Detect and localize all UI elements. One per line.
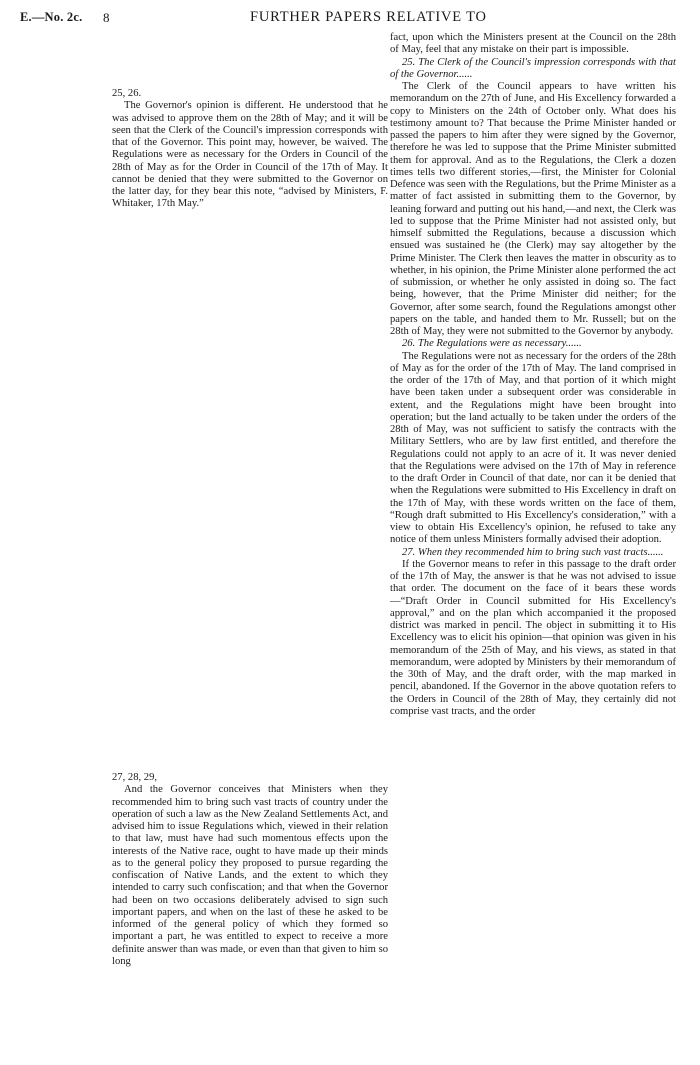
paragraph: The Clerk of the Council appears to have written his memorandum on the 27th of June, and His Excellency forwarded a copy to Ministers on the 24th of October only. What does his testimony amount to? That because the Prime Minister handed or passed the papers to him after they were signed by the Governor, therefore he was led to suppose that the Prime Minister submitted them for approval. And as to the Regulations, the Clerk a dozen times tells two different stories,—first, the Minister for Colonial Defence was seen with the Regulations, but the Prime Minister as a matter of fact assisted in submitting them to the Governor, by leaning forward and putting out his hand,—and next, the Clerk was led to suppose that the Prime Minister had not assisted only, but himself submitted the Regulations, because a discussion which ensued was sustained he (the Clerk) may say altogether by the Prime Minister. The Clerk then leaves the matter in obscurity as to whether, in his opinion, the Prime Minister alone performed the act of submission, or whether he only assisted in doing so. The fact being, however, that the Prime Minister did neither; for the Governor, after some search, found the Regulations amongst other papers on the table, and handed them to Mr. Russell; but on the 28th of May, they were not submitted to the Governor by anybody.	[390, 81, 676, 337]
page-number: 8	[103, 10, 110, 25]
running-title: FURTHER PAPERS RELATIVE TO	[250, 9, 487, 25]
right-column	[390, 32, 676, 718]
paragraph: The Regulations were not as necessary for the orders of the 28th of May as for the order of the 17th of May. The land comprised in the order of the 17th of May, and that portion of it which might have been taken under a subsequent order was considerable in extent, and the Regulations might have been brought into operation; but the land actually to be taken under the orders of the 28th of May, was not sufficient to satisfy the contracts with the Military Settlers, who are by law first entitled, and therefore the Regulations could not apply to an acre of it. It was never denied that the Regulations were advised on the 17th of May in reference to the draft Order in Council of that date, nor can it be denied that when the Regulations were submitted to His Excellency in draft on the 17th of May, with these words written on the face of them, “Rough draft submitted to His Excellency's consideration,” with a view to obtain His Excellency's opinion, he refused to take any notice of them unless Ministers formally advised their adoption.	[390, 350, 676, 546]
paragraph-number: 27, 28, 29,	[112, 772, 158, 783]
paragraph: And the Governor conceives that Ministers when they recommended him to bring such vast tracts of country under the operation of such a law as the New Zealand Settlements Act, and advised him to issue Regulations which, viewed in their relation to that law, must have had such momentous effects upon the interests of the Native race, ought to have made up their minds as to the general policy they proposed to pursue regarding the confiscation of Native Lands, and the extent to which they intended to carry such confiscation; and that when the Governor had been on two occasions deliberately advised to sign such important papers, and when on the last of these he asked to be informed of the general policy of which they formed so important a part, he was entitled to expect to receive a more definite answer than was made, or even than that given to him so long	[112, 784, 388, 967]
left-column-block-25-26	[112, 88, 388, 211]
paragraph: The Governor's opinion is different. He understood that he was advised to approve them on the 28th of May; and it will be seen that the Clerk of the Council's impression corresponds with that of the Governor. This point may, however, be waived. The Regulations were as necessary for the Orders in Council of the 28th of May as for the Order in Council of the 17th of May. It cannot be denied that they were submitted to the Governor on the latter day, for they bear this note, “advised by Ministers, F. Whitaker, 17th May.”	[112, 100, 388, 210]
paragraph: If the Governor means to refer in this passage to the draft order of the 17th of May, the answer is that he was not advised to issue that order. The document on the face of it bears these words —“Draft Order in Council submitted for His Excellency's approval,” and on the plan which accompanied it the proposed district was marked in pencil. The object in submitting it to His Excellency was to elicit his opinion—that opinion was given in his memorandum of the 25th of May, and his views, as stated in that memorandum, were adopted by Ministers by their memorandum of the 30th of May, and the draft order, with the map marked in pencil, abandoned. If the Governor in the above quotation refers to the Orders in Council of the 28th of May, they certainly did not comprise vast tracts, and the order	[390, 558, 676, 717]
paragraph-continued: fact, upon which the Ministers present at the Council on the 28th of May, feel that any mistake on their part is impossible.	[390, 32, 676, 56]
document-reference: E.—No. 2c.	[20, 10, 83, 24]
left-column-block-27-28-29	[112, 772, 388, 968]
page-header	[0, 6, 700, 28]
quoted-heading-27: 27. When they recommended him to bring such vast tracts......	[402, 546, 664, 558]
quoted-heading-25: 25. The Clerk of the Council's impression corresponds with that of the Governor......	[390, 56, 676, 80]
quoted-heading-26: 26. The Regulations were as necessary......	[402, 338, 582, 350]
paragraph-number: 25, 26.	[112, 88, 142, 99]
